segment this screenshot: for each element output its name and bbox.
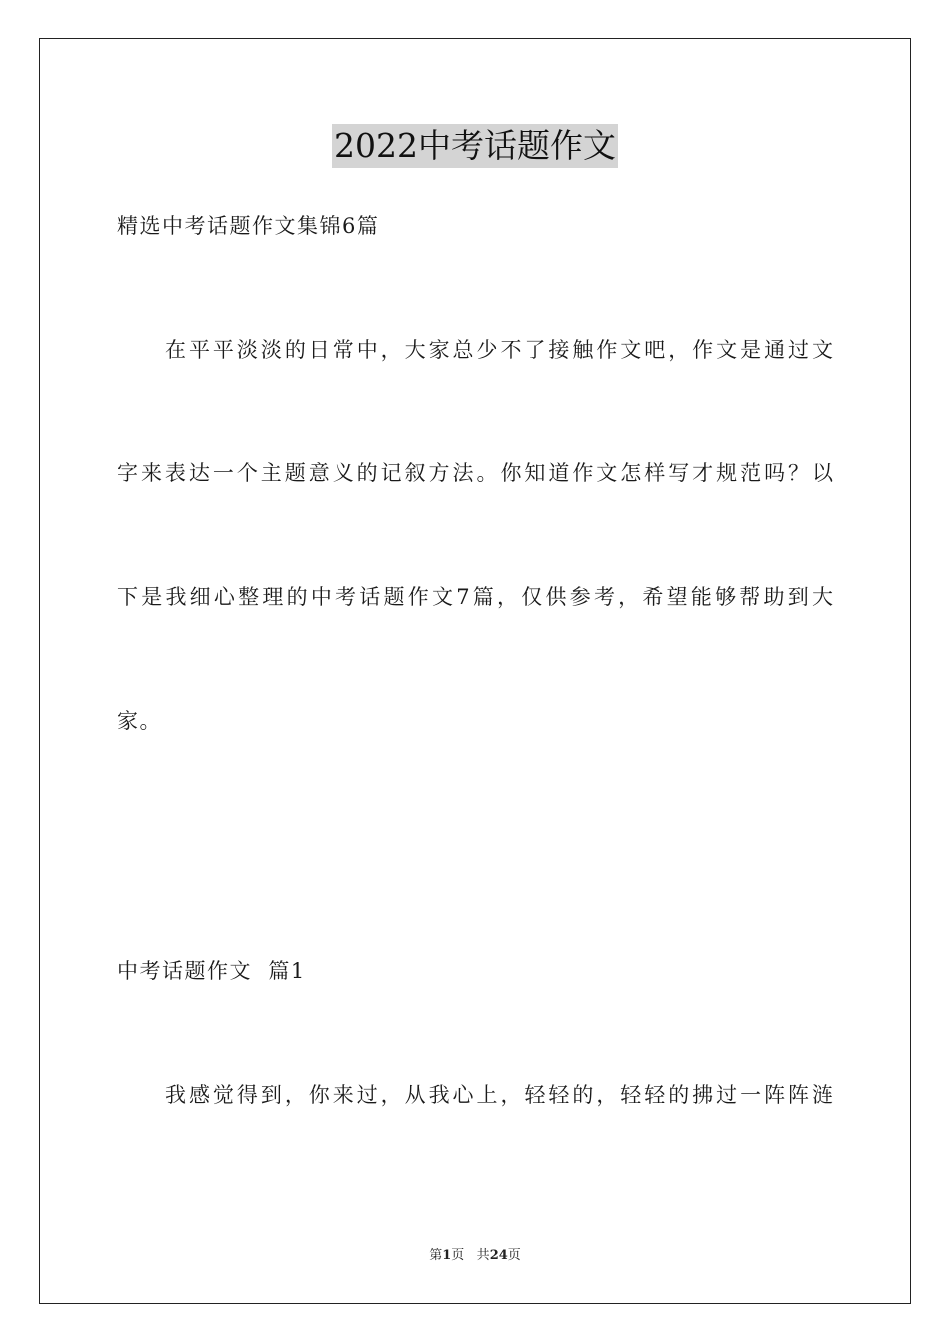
section-paragraph-line-1: 我感觉得到，你来过，从我心上，轻轻的，轻轻的拂过一阵阵涟 xyxy=(165,1083,833,1107)
document-subtitle: 精选中考话题作文集锦6篇 xyxy=(117,214,380,238)
page-footer xyxy=(0,1247,950,1265)
footer-page-unit: 页 xyxy=(451,1248,465,1263)
footer-page-prefix: 第 xyxy=(429,1248,443,1263)
intro-paragraph-line-3: 下是我细心整理的中考话题作文7篇，仅供参考，希望能够帮助到大 xyxy=(117,585,833,609)
footer-total-prefix: 共 xyxy=(476,1248,490,1263)
intro-paragraph-line-4: 家。 xyxy=(117,709,162,733)
intro-paragraph-line-1: 在平平淡淡的日常中，大家总少不了接触作文吧，作文是通过文 xyxy=(165,338,833,362)
document-title: 2022中考话题作文 xyxy=(332,124,618,168)
footer-page-total: 24 xyxy=(489,1248,508,1263)
intro-paragraph-line-2: 字来表达一个主题意义的记叙方法。你知道作文怎样写才规范吗？以 xyxy=(117,461,833,485)
footer-page-current: 1 xyxy=(442,1248,452,1263)
footer-total-unit: 页 xyxy=(507,1248,521,1263)
title-container xyxy=(0,124,950,168)
section-heading: 中考话题作文 篇1 xyxy=(117,959,306,983)
